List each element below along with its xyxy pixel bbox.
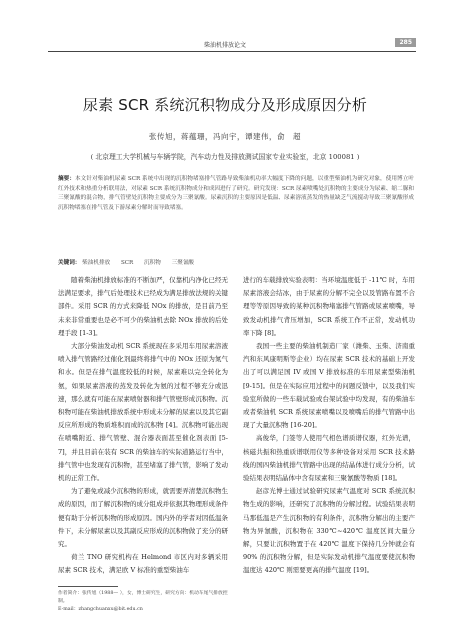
keyword: SCR <box>120 260 134 266</box>
keyword: 三聚氰酸 <box>171 260 195 266</box>
body-paragraph: 进行的车载排放实验表明：当环境温度低于 -11℃ 时，车用尿素溶液会结冰，由于尿素的分解不完全以及管路布置不合理等等原因导致的某种沉积物堵塞排气管路或尿素喷嘴，导致发动机排气背压增加，SCR 系统工作不正常，发动机功率下降 [8]。 <box>243 276 415 337</box>
body-column-left <box>58 274 228 578</box>
body-paragraph: 我国一些主要的柴油机制造厂家（潍柴、玉柴、济南重汽和东风康明斯等企业）均在尿素 SCR 技术的基础上开发出了可以满足国 IV 或国 V 排放标准的车用尿素型柴油机 [9-15]。但是在实际应用过程中的问题反馈中，以及我们实验室所做的一些车载试验或台架试验中均发现，有的柴油车或者柴油机 SCR 系统尿素喷嘴以及喷嘴后的排气管路中出现了大量沉积物 [16-20]。 <box>243 342 415 430</box>
affiliation: ( 北京理工大学机械与车辆学院，汽车动力性及排放测试国家专业实验室，北京 100081 ) <box>90 153 360 161</box>
page-number: 285 <box>395 38 416 47</box>
header-rule <box>48 51 416 52</box>
body-paragraph: 大部分柴油发动机 SCR 系统现在多采用车用尿素溶液喷入排气管路经过催化剂最终将排气中的 NOx 还原为氮气和水。但是在排气温度较低的时候，尿素难以完全转化为氨，如果尿素溶液的蒸发及转化为氨的过程不够充分或迅速，那么就有可能在尿素喷射器和排气管壁形成沉积物。沉积物可能在柴油机排放系统中形成未分解的尿素以及其它副反应所形成的物质堆积而成的沉积物 [4]。沉积物可能出现在喷嘴附近、排气管壁、混合器表面甚至催化剂表面 [5-7]，并且目前在装有 SCR 的柴油车的实际道路运行当中，排气管中也发现有沉积物，甚至堵塞了排气管，影响了发动机的正常工作。 <box>58 342 228 483</box>
body-paragraph: 随着柴油机排放标准的不断加严，仅靠机内净化已经无法满足要求，排气后处理技术已经成为满足排放法规的关键部件。采用 SCR 的方式来降低 NOx 的排放，是目前乃至未来非常重要也是必不可少的柴油机去除 NOx 排放的后处理手段 [1-3]。 <box>58 276 228 337</box>
keyword: 沉积物 <box>144 260 161 266</box>
body-paragraph: 赵彦光博士通过试验研究尿素气温度对 SCR 系统沉积物生成的影响，还研究了沉积物的分解过程。试验结果表明马那低温是产生沉积物的有利条件，沉积物分解出的主要产物为异氰酸，沉积物在 330℃~420℃ 温度区间大量分解，只要让沉积物置于在 420℃ 温度下保持几分钟就会有 90% 的沉积物分解，但是实际发动机排气温度要使沉积物温度达 420℃ 则需要更高的排气温度 [19]。 <box>243 487 415 575</box>
running-head: 柴油机排放论文 <box>203 42 246 49</box>
abstract-label: 摘要： <box>58 176 76 182</box>
footnote-rule <box>58 586 118 587</box>
article-title: 尿素 SCR 系统沉积物成分及形成原因分析 <box>82 96 368 114</box>
body-paragraph: 高俊华，门签等人使用气相色谱质谱仪器，红外光谱，核磁共振和热重质谱联用仪等多种设备对采用 SCR 技术路线的国四柴油机排气管路中出现的结晶体进行成分分析，试验结果表明结晶体中含有尿素和三聚氰酸等物质 [18]。 <box>243 434 415 483</box>
abstract <box>58 175 414 213</box>
keyword: 柴油机排放 <box>82 260 111 266</box>
footnote <box>58 590 233 614</box>
body-paragraph: 荷兰 TNO 研究机构在 Helmond 市区内对多辆采用尿素 SCR 技术，满足欧 V 标准的重型柴油车 <box>58 553 228 575</box>
abstract-text: 本文针对柴油机尿素 SCR 系统中出现的沉积物堵塞排气管路导致柴油机功率大幅度下降的问题，以重型柴油机为研究对象，使用博立叶红外技术和热重分析联用法，对尿素 SCR 系统沉积物成分和成因进行了研究。研究发现：SCR 尿素喷嘴处沉积物的主要成分为尿素、缩二脲和三聚氰酸的混合物，排气管壁处沉积物主要成分为三聚氰酸。尿素沉积的主要原因是低温、尿素溶液蒸发的热量缺乏气流搅动导致三聚氰酸形成沉积物堵塞在排气管及下游尿素分解时而导致堵塞。 <box>58 176 414 211</box>
body-paragraph: 为了避免或减少沉积物的形成，就需要弄清楚沉积物生成的原因，而了解沉积物的成分组成并依据其物理形成条件便有助于分析沉积物的形成原因。国内外的学者对因低温条件下，未分解尿素以及其副反应形成的沉积物做了充分的研究。 <box>58 487 228 549</box>
body-column-right <box>243 274 415 578</box>
footnote-email: E-mail：zhangchuanxu@bit.edu.cn <box>58 607 143 612</box>
author-list: 张传旭，蒋蕴珊，冯向宇，谭建伟，俞 超 <box>149 132 301 141</box>
keywords <box>58 258 414 266</box>
keywords-label: 关键词： <box>58 260 81 266</box>
footnote-author-info: 作者简介：张传旭（1988— ），女，博士研究生，研究方向：机动车尾气排放控制。 <box>58 591 228 604</box>
